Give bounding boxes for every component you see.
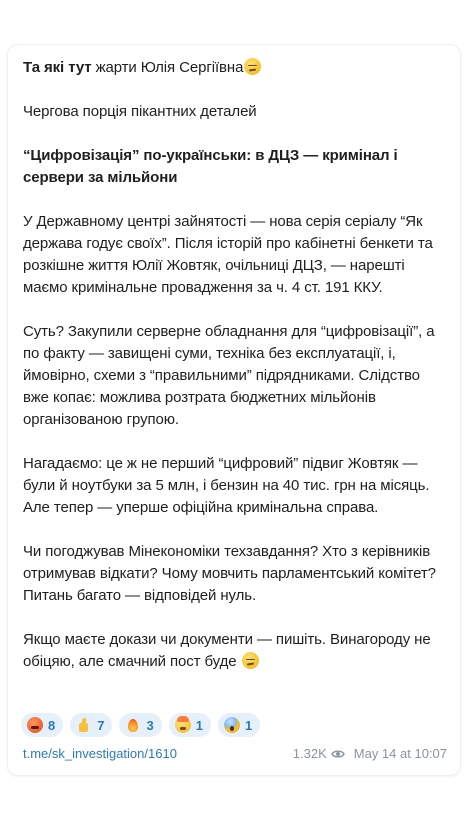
reaction-fire[interactable]	[119, 713, 161, 737]
intro-text: жарти Юлія Сергіївна	[91, 59, 244, 76]
screaming-face-icon	[224, 717, 240, 733]
paragraph-body-4: Чи погоджував Мінекономіки техзавдання? Хто з керівників отримував відкати? Чому мовчить парламентський комітет? Питань багато — відповідей нуль.	[23, 543, 436, 604]
reaction-count: 1	[244, 717, 253, 733]
reactions-bar	[21, 713, 260, 737]
reaction-exploding-head[interactable]	[169, 713, 211, 737]
angry-face-icon	[27, 717, 43, 733]
reaction-thumbs-up[interactable]	[70, 713, 112, 737]
closing-text: Якщо маєте докази чи документи — пишіть. Винагороду не обіцяю, але смачний пост буде	[23, 631, 431, 670]
reaction-count: 1	[195, 717, 203, 733]
message-text	[23, 57, 447, 673]
paragraph-body-1: У Державному центрі зайнятості — нова серія серіалу “Як держава годує своїх”. Після історій про кабінетні бенкети та розкішне життя Юлії Жовтяк, очільниці ДЦЗ, — нарешті маємо кримінальне провадження за ч. 4 ст. 191 ККУ.	[23, 213, 433, 296]
fire-icon	[125, 717, 141, 733]
post-link[interactable]: t.me/sk_investigation/1610	[23, 746, 177, 761]
post-headline: “Цифровізація” по-українськи: в ДЦЗ — кримінал і сервери за мільйони	[23, 147, 398, 186]
reaction-angry[interactable]	[21, 713, 63, 737]
eye-icon	[331, 747, 345, 761]
paragraph-body-2: Суть? Закупили серверне обладнання для “цифровізації”, а по факту — завищені суми, техніка без експлуатації, і, ймовірно, схеми з “правильними” підрядниками. Слідство вже копає: можлива розтрата бюджетних мільйонів організованою групою.	[23, 323, 435, 428]
thumbs-up-icon	[76, 717, 92, 733]
smirking-face-icon	[244, 58, 261, 75]
exploding-head-icon	[175, 717, 191, 733]
paragraph-intro	[23, 57, 447, 79]
smirking-face-icon	[242, 652, 259, 669]
reaction-count: 8	[48, 717, 56, 733]
message-meta	[293, 746, 447, 761]
message-card	[8, 45, 460, 775]
message-footer	[23, 746, 447, 764]
reaction-count: 3	[146, 717, 154, 733]
reaction-count: 7	[97, 717, 105, 733]
paragraph-subtitle: Чергова порція пікантних деталей	[23, 103, 257, 120]
reaction-screaming[interactable]	[218, 713, 260, 737]
paragraph-closing	[23, 629, 447, 673]
intro-bold-text: Та які тут	[23, 59, 92, 76]
paragraph-body-3: Нагадаємо: це ж не перший “цифровий” підвиг Жовтяк — були й ноутбуки за 5 млн, і бензин на 40 тис. грн на місяць. Але тепер — уперше офіційна кримінальна справа.	[23, 455, 430, 516]
view-count: 1.32K	[292, 746, 327, 761]
message-date: May 14 at 10:07	[353, 746, 447, 761]
